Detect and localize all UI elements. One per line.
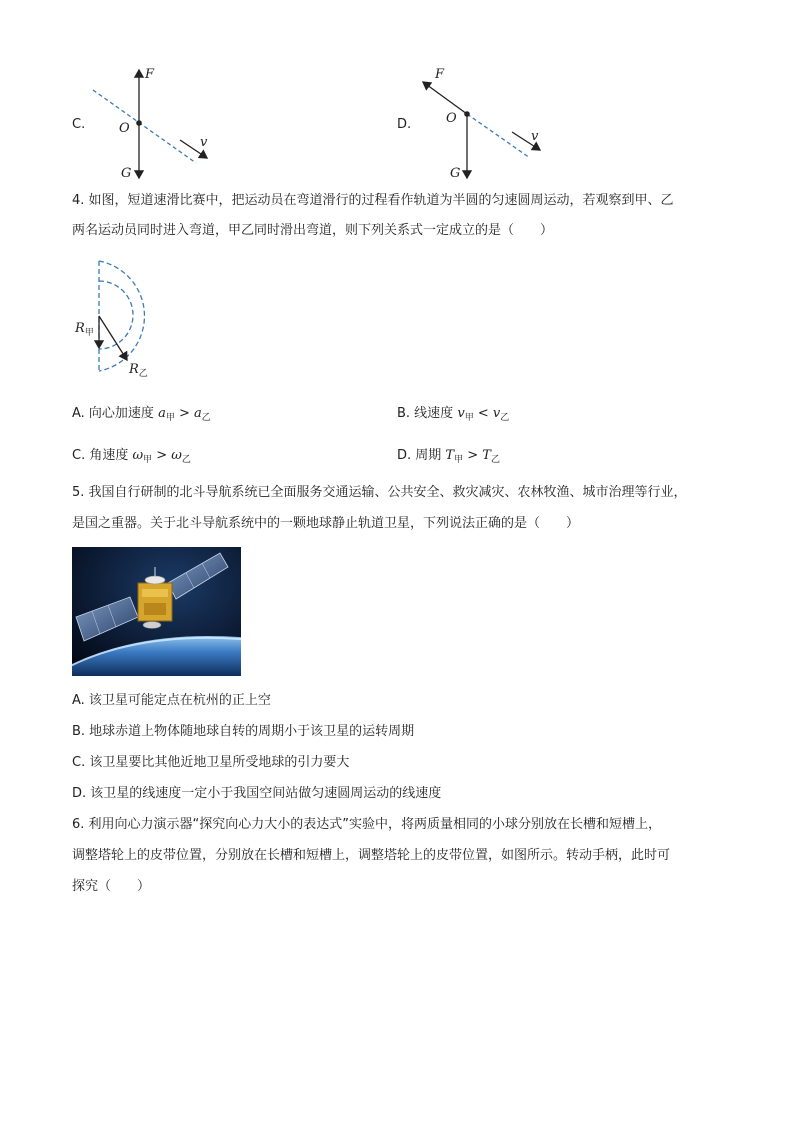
q5-option-d[interactable]: D. 该卫星的线速度一定小于我国空间站做匀速圆周运动的线速度 <box>72 786 442 801</box>
inner-track-semicircle <box>99 281 133 349</box>
q4-option-b[interactable]: B. 线速度 $v_甲 < v_乙$ <box>397 406 510 423</box>
outer-track-semicircle <box>99 261 144 371</box>
satellite-body <box>138 583 172 621</box>
label-v: v <box>200 135 208 150</box>
label-v: v <box>531 129 539 144</box>
point-o <box>136 120 142 126</box>
q3-option-c-diagram <box>88 60 228 185</box>
q3-option-c-label: C. <box>72 117 86 132</box>
trajectory-tangent-line <box>467 114 530 158</box>
q6-stem-line2: 调整塔轮上的皮带位置，分别放在长槽和短槽上，调整塔轮上的皮带位置，如图所示。转动手柄，此时可 <box>72 848 671 863</box>
label-f: F <box>435 67 445 82</box>
q5-stem-line2: 是国之重器。关于北斗导航系统中的一颗地球静止轨道卫星，下列说法正确的是（ ） <box>72 516 580 531</box>
q5-option-b[interactable]: B. 地球赤道上物体随地球自转的周期小于该卫星的运转周期 <box>72 724 415 739</box>
q5-stem-line1: 5. 我国自行研制的北斗导航系统已全面服务交通运输、公共安全、救灾减灾、农林牧渔、城市治理等行业， <box>72 485 687 500</box>
satellite-antenna-dish <box>145 576 165 584</box>
force-f-arrow <box>423 82 467 114</box>
q5-option-a[interactable]: A. 该卫星可能定点在杭州的正上空 <box>72 693 271 708</box>
q5-option-c[interactable]: C. 该卫星要比其他近地卫星所受地球的引力要大 <box>72 755 350 770</box>
q6-stem-line1: 6. 利用向心力演示器“探究向心力大小的表达式”实验中，将两质量相同的小球分别放在长槽和短槽上， <box>72 817 662 832</box>
label-f: F <box>145 67 155 82</box>
label-r-jia: $R_甲$ <box>75 321 94 338</box>
label-g: G <box>121 166 132 181</box>
label-o: O <box>119 121 130 136</box>
q3-option-d-label: D. <box>397 117 412 132</box>
q4-option-d[interactable]: D. 周期 $T_甲 > T_乙$ <box>397 448 500 465</box>
label-o: O <box>446 111 457 126</box>
q4-option-c[interactable]: C. 角速度 $\omega_甲 > \omega_乙$ <box>72 448 191 465</box>
radius-yi-arrow <box>99 316 127 360</box>
label-r-yi: $R_乙$ <box>129 362 148 379</box>
q4-track-diagram <box>72 255 172 385</box>
trajectory-tangent-line <box>93 90 196 163</box>
label-g: G <box>450 166 461 181</box>
q4-stem-line2: 两名运动员同时进入弯道，甲乙同时滑出弯道，则下列关系式一定成立的是（ ） <box>72 223 554 238</box>
point-o <box>464 111 470 117</box>
q3-option-d-diagram <box>413 60 558 185</box>
q6-stem-line3: 探究（ ） <box>72 879 151 894</box>
q4-stem-line1: 4. 如图，短道速滑比赛中，把运动员在弯道滑行的过程看作轨道为半圆的匀速圆周运动，若观察到甲、乙 <box>72 193 674 208</box>
q4-option-a[interactable]: A. 向心加速度 $a_甲 > a_乙$ <box>72 406 211 423</box>
satellite-photo <box>72 547 241 676</box>
